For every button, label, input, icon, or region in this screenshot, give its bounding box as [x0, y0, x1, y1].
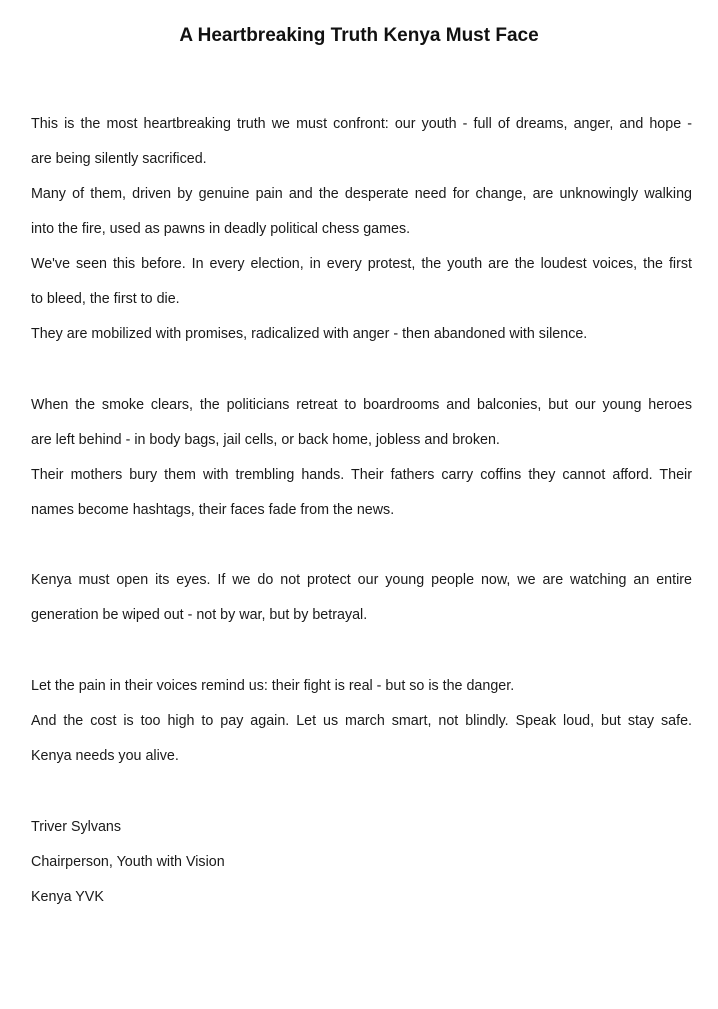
text-line: names become hashtags, their faces fade from the news.	[31, 502, 395, 518]
text-line: And the cost is too high to pay again. Let us march smart, not blindly. Speak loud, but stay safe.	[31, 713, 692, 729]
signature-name: Triver Sylvans	[31, 819, 122, 835]
paragraph-3	[31, 563, 692, 633]
text-line: are being silently sacrificed.	[31, 151, 207, 167]
text-line: When the smoke clears, the politicians retreat to boardrooms and balconies, but our young heroes	[31, 397, 692, 413]
text-line: to bleed, the first to die.	[31, 291, 180, 307]
text-line: They are mobilized with promises, radicalized with anger - then abandoned with silence.	[31, 326, 588, 342]
text-line: Let the pain in their voices remind us: their fight is real - but so is the danger.	[31, 678, 515, 694]
text-line: Their mothers bury them with trembling hands. Their fathers carry coffins they cannot afford. Their	[31, 467, 692, 483]
text-line: Kenya must open its eyes. If we do not protect our young people now, we are watching an entire	[31, 572, 692, 588]
text-line: Kenya needs you alive.	[31, 748, 179, 764]
text-line: We've seen this before. In every election, in every protest, the youth are the loudest voices, the first	[31, 256, 692, 272]
signature-org: Kenya YVK	[31, 889, 104, 905]
text-line: into the fire, used as pawns in deadly political chess games.	[31, 221, 411, 237]
text-line: This is the most heartbreaking truth we must confront: our youth - full of dreams, anger, and hope -	[31, 116, 692, 132]
paragraph-2	[31, 388, 692, 528]
signature-block	[31, 810, 692, 915]
document-title: A Heartbreaking Truth Kenya Must Face	[179, 25, 539, 46]
signature-role: Chairperson, Youth with Vision	[31, 854, 225, 870]
text-line: are left behind - in body bags, jail cells, or back home, jobless and broken.	[31, 432, 500, 448]
paragraph-4	[31, 669, 692, 774]
text-line: Many of them, driven by genuine pain and the desperate need for change, are unknowingly walking	[31, 186, 692, 202]
text-line: generation be wiped out - not by war, but by betrayal.	[31, 607, 368, 623]
paragraph-1	[31, 107, 692, 352]
